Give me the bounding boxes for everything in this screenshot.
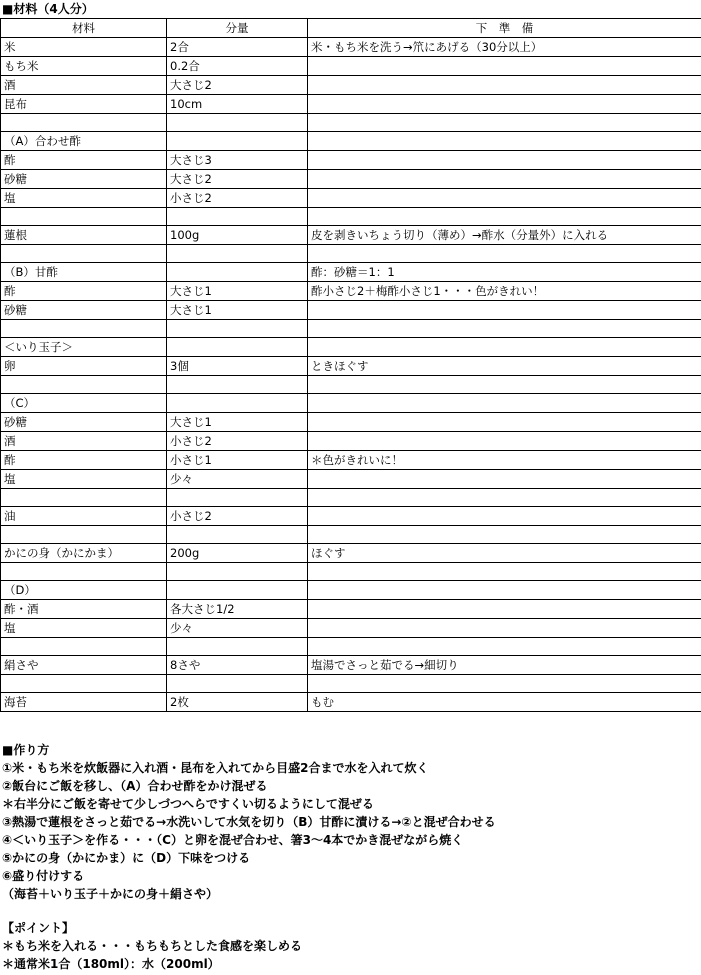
ingredient-cell: もち米 bbox=[1, 57, 167, 76]
amount-cell bbox=[167, 208, 308, 226]
amount-cell: 各大さじ1/2 bbox=[167, 600, 308, 619]
preparation-cell: もむ bbox=[308, 693, 701, 712]
table-row bbox=[1, 170, 701, 189]
step-item: （海苔＋いり玉子＋かにの身＋絹さや） bbox=[2, 887, 219, 901]
preparation-cell bbox=[308, 338, 701, 357]
amount-cell: 8さや bbox=[167, 656, 308, 675]
amount-cell: 大さじ2 bbox=[167, 170, 308, 189]
preparation-cell bbox=[308, 600, 701, 619]
amount-cell: 小さじ2 bbox=[167, 432, 308, 451]
amount-cell bbox=[167, 526, 308, 544]
preparation-cell: 塩湯でさっと茹でる→細切り bbox=[308, 656, 701, 675]
table-row bbox=[1, 338, 701, 357]
table-row bbox=[1, 563, 701, 581]
amount-cell: 3個 bbox=[167, 357, 308, 376]
preparation-cell bbox=[308, 76, 701, 95]
preparation-cell bbox=[308, 132, 701, 151]
preparation-cell bbox=[308, 376, 701, 394]
table-row bbox=[1, 132, 701, 151]
ingredient-cell: 酢 bbox=[1, 451, 167, 470]
table-row bbox=[1, 507, 701, 526]
preparation-cell bbox=[308, 57, 701, 76]
ingredient-cell: 米 bbox=[1, 38, 167, 57]
preparation-cell: 酢：砂糖＝1：1 bbox=[308, 263, 701, 282]
table-row bbox=[1, 95, 701, 114]
preparation-cell bbox=[308, 320, 701, 338]
amount-cell: 200g bbox=[167, 544, 308, 563]
ingredient-cell: 卵 bbox=[1, 357, 167, 376]
table-row bbox=[1, 245, 701, 263]
amount-cell: 2枚 bbox=[167, 693, 308, 712]
amount-cell: 大さじ1 bbox=[167, 282, 308, 301]
point-item: ＊通常米1合（180ml）：水（200ml） bbox=[2, 957, 220, 971]
ingredient-cell: 蓮根 bbox=[1, 226, 167, 245]
amount-cell: 小さじ2 bbox=[167, 189, 308, 208]
table-row bbox=[1, 376, 701, 394]
amount-cell bbox=[167, 114, 308, 132]
table-row bbox=[1, 451, 701, 470]
amount-cell: 小さじ1 bbox=[167, 451, 308, 470]
amount-cell bbox=[167, 581, 308, 600]
table-row bbox=[1, 263, 701, 282]
table-row bbox=[1, 526, 701, 544]
amount-cell bbox=[167, 394, 308, 413]
amount-cell bbox=[167, 489, 308, 507]
step-item: ①米・もち米を炊飯器に入れ酒・昆布を入れてから目盛2合まで水を入れて炊く bbox=[2, 761, 429, 775]
step-item: ＊右半分にご飯を寄せて少しづつへらですくい切るようにして混ぜる bbox=[2, 797, 374, 811]
preparation-cell: 酢小さじ2＋梅酢小さじ1・・・色がきれい！ bbox=[308, 282, 701, 301]
point-heading: 【ポイント】 bbox=[2, 921, 75, 935]
amount-cell bbox=[167, 320, 308, 338]
preparation-cell bbox=[308, 151, 701, 170]
ingredient-cell: 酢 bbox=[1, 151, 167, 170]
amount-cell: 少々 bbox=[167, 470, 308, 489]
page-title: ■材料（4人分） bbox=[2, 2, 94, 16]
preparation-cell: 皮を剥きいちょう切り（薄め）→酢水（分量外）に入れる bbox=[308, 226, 701, 245]
table-row bbox=[1, 675, 701, 693]
ingredient-cell bbox=[1, 563, 167, 581]
ingredient-cell: 昆布 bbox=[1, 95, 167, 114]
ingredient-cell bbox=[1, 320, 167, 338]
table-row bbox=[1, 57, 701, 76]
amount-cell bbox=[167, 338, 308, 357]
ingredient-cell bbox=[1, 675, 167, 693]
ingredient-cell bbox=[1, 489, 167, 507]
ingredient-cell: 酒 bbox=[1, 76, 167, 95]
amount-cell: 大さじ3 bbox=[167, 151, 308, 170]
table-row bbox=[1, 638, 701, 656]
preparation-cell: 米・もち米を洗う→笊にあげる（30分以上） bbox=[308, 38, 701, 57]
ingredients-table bbox=[0, 18, 701, 712]
preparation-cell bbox=[308, 563, 701, 581]
ingredient-cell bbox=[1, 114, 167, 132]
preparation-cell bbox=[308, 489, 701, 507]
amount-cell bbox=[167, 263, 308, 282]
amount-cell bbox=[167, 675, 308, 693]
preparation-cell bbox=[308, 394, 701, 413]
ingredient-cell bbox=[1, 526, 167, 544]
preparation-cell bbox=[308, 208, 701, 226]
preparation-cell bbox=[308, 189, 701, 208]
ingredient-cell: 塩 bbox=[1, 470, 167, 489]
amount-cell bbox=[167, 376, 308, 394]
ingredient-cell: 油 bbox=[1, 507, 167, 526]
instructions-section bbox=[2, 741, 699, 973]
amount-cell bbox=[167, 638, 308, 656]
table-row bbox=[1, 656, 701, 675]
amount-cell bbox=[167, 245, 308, 263]
preparation-cell bbox=[308, 432, 701, 451]
ingredient-cell bbox=[1, 245, 167, 263]
step-item: ②飯台にご飯を移し、（A）合わせ酢をかけ混ぜる bbox=[2, 779, 268, 793]
preparation-cell: ときほぐす bbox=[308, 357, 701, 376]
ingredient-cell: （C） bbox=[1, 394, 167, 413]
step-item: ⑥盛り付けする bbox=[2, 869, 85, 883]
point-item: ＊もち米を入れる・・・もちもちとした食感を楽しめる bbox=[2, 939, 303, 953]
table-row bbox=[1, 208, 701, 226]
table-row bbox=[1, 619, 701, 638]
table-row bbox=[1, 114, 701, 132]
table-row bbox=[1, 282, 701, 301]
ingredient-cell: 酢・酒 bbox=[1, 600, 167, 619]
ingredient-cell: 塩 bbox=[1, 619, 167, 638]
preparation-cell bbox=[308, 638, 701, 656]
amount-cell: 10cm bbox=[167, 95, 308, 114]
preparation-cell bbox=[308, 675, 701, 693]
amount-cell bbox=[167, 132, 308, 151]
amount-cell: 少々 bbox=[167, 619, 308, 638]
step-item: ⑤かにの身（かにかま）に（D）下味をつける bbox=[2, 851, 251, 865]
steps-heading: ■作り方 bbox=[2, 743, 50, 757]
spacer bbox=[2, 903, 699, 919]
table-row bbox=[1, 693, 701, 712]
amount-cell: 100g bbox=[167, 226, 308, 245]
table-row bbox=[1, 76, 701, 95]
ingredient-cell: 砂糖 bbox=[1, 170, 167, 189]
ingredient-cell: 砂糖 bbox=[1, 301, 167, 320]
header-preparation: 下 準 備 bbox=[308, 19, 701, 38]
amount-cell: 大さじ1 bbox=[167, 301, 308, 320]
table-row bbox=[1, 489, 701, 507]
preparation-cell bbox=[308, 526, 701, 544]
table-row bbox=[1, 394, 701, 413]
table-row bbox=[1, 151, 701, 170]
table-header-row bbox=[1, 19, 701, 38]
table-row bbox=[1, 544, 701, 563]
ingredient-cell: 塩 bbox=[1, 189, 167, 208]
preparation-cell bbox=[308, 114, 701, 132]
ingredient-cell: （A）合わせ酢 bbox=[1, 132, 167, 151]
preparation-cell bbox=[308, 301, 701, 320]
amount-cell: 小さじ2 bbox=[167, 507, 308, 526]
ingredient-cell: 酢 bbox=[1, 282, 167, 301]
ingredient-cell: かにの身（かにかま） bbox=[1, 544, 167, 563]
amount-cell: 0.2合 bbox=[167, 57, 308, 76]
ingredient-cell: （B）甘酢 bbox=[1, 263, 167, 282]
table-row bbox=[1, 470, 701, 489]
header-amount: 分量 bbox=[167, 19, 308, 38]
amount-cell bbox=[167, 563, 308, 581]
preparation-cell bbox=[308, 245, 701, 263]
amount-cell: 大さじ2 bbox=[167, 76, 308, 95]
table-row bbox=[1, 413, 701, 432]
table-row bbox=[1, 600, 701, 619]
amount-cell: 大さじ1 bbox=[167, 413, 308, 432]
step-item: ③熱湯で蓮根をさっと茹でる→水洗いして水気を切り（B）甘酢に漬ける→②と混ぜ合わせる bbox=[2, 815, 496, 829]
ingredient-cell: （D） bbox=[1, 581, 167, 600]
amount-cell: 2合 bbox=[167, 38, 308, 57]
preparation-cell bbox=[308, 581, 701, 600]
preparation-cell bbox=[308, 470, 701, 489]
preparation-cell bbox=[308, 619, 701, 638]
table-row bbox=[1, 226, 701, 245]
ingredient-cell bbox=[1, 638, 167, 656]
step-item: ④＜いり玉子＞を作る・・・（C）と卵を混ぜ合わせ、箸3～4本でかき混ぜながら焼く bbox=[2, 833, 464, 847]
ingredient-cell bbox=[1, 376, 167, 394]
table-row bbox=[1, 38, 701, 57]
preparation-cell bbox=[308, 170, 701, 189]
preparation-cell: ほぐす bbox=[308, 544, 701, 563]
ingredient-cell: ＜いり玉子＞ bbox=[1, 338, 167, 357]
table-row bbox=[1, 581, 701, 600]
preparation-cell bbox=[308, 507, 701, 526]
preparation-cell: ＊色がきれいに！ bbox=[308, 451, 701, 470]
table-row bbox=[1, 189, 701, 208]
header-ingredient: 材料 bbox=[1, 19, 167, 38]
ingredient-cell: 砂糖 bbox=[1, 413, 167, 432]
table-row bbox=[1, 357, 701, 376]
ingredient-cell: 海苔 bbox=[1, 693, 167, 712]
table-row bbox=[1, 432, 701, 451]
ingredient-cell: 絹さや bbox=[1, 656, 167, 675]
table-row bbox=[1, 320, 701, 338]
ingredient-cell: 酒 bbox=[1, 432, 167, 451]
table-row bbox=[1, 301, 701, 320]
preparation-cell bbox=[308, 95, 701, 114]
ingredient-cell bbox=[1, 208, 167, 226]
preparation-cell bbox=[308, 413, 701, 432]
